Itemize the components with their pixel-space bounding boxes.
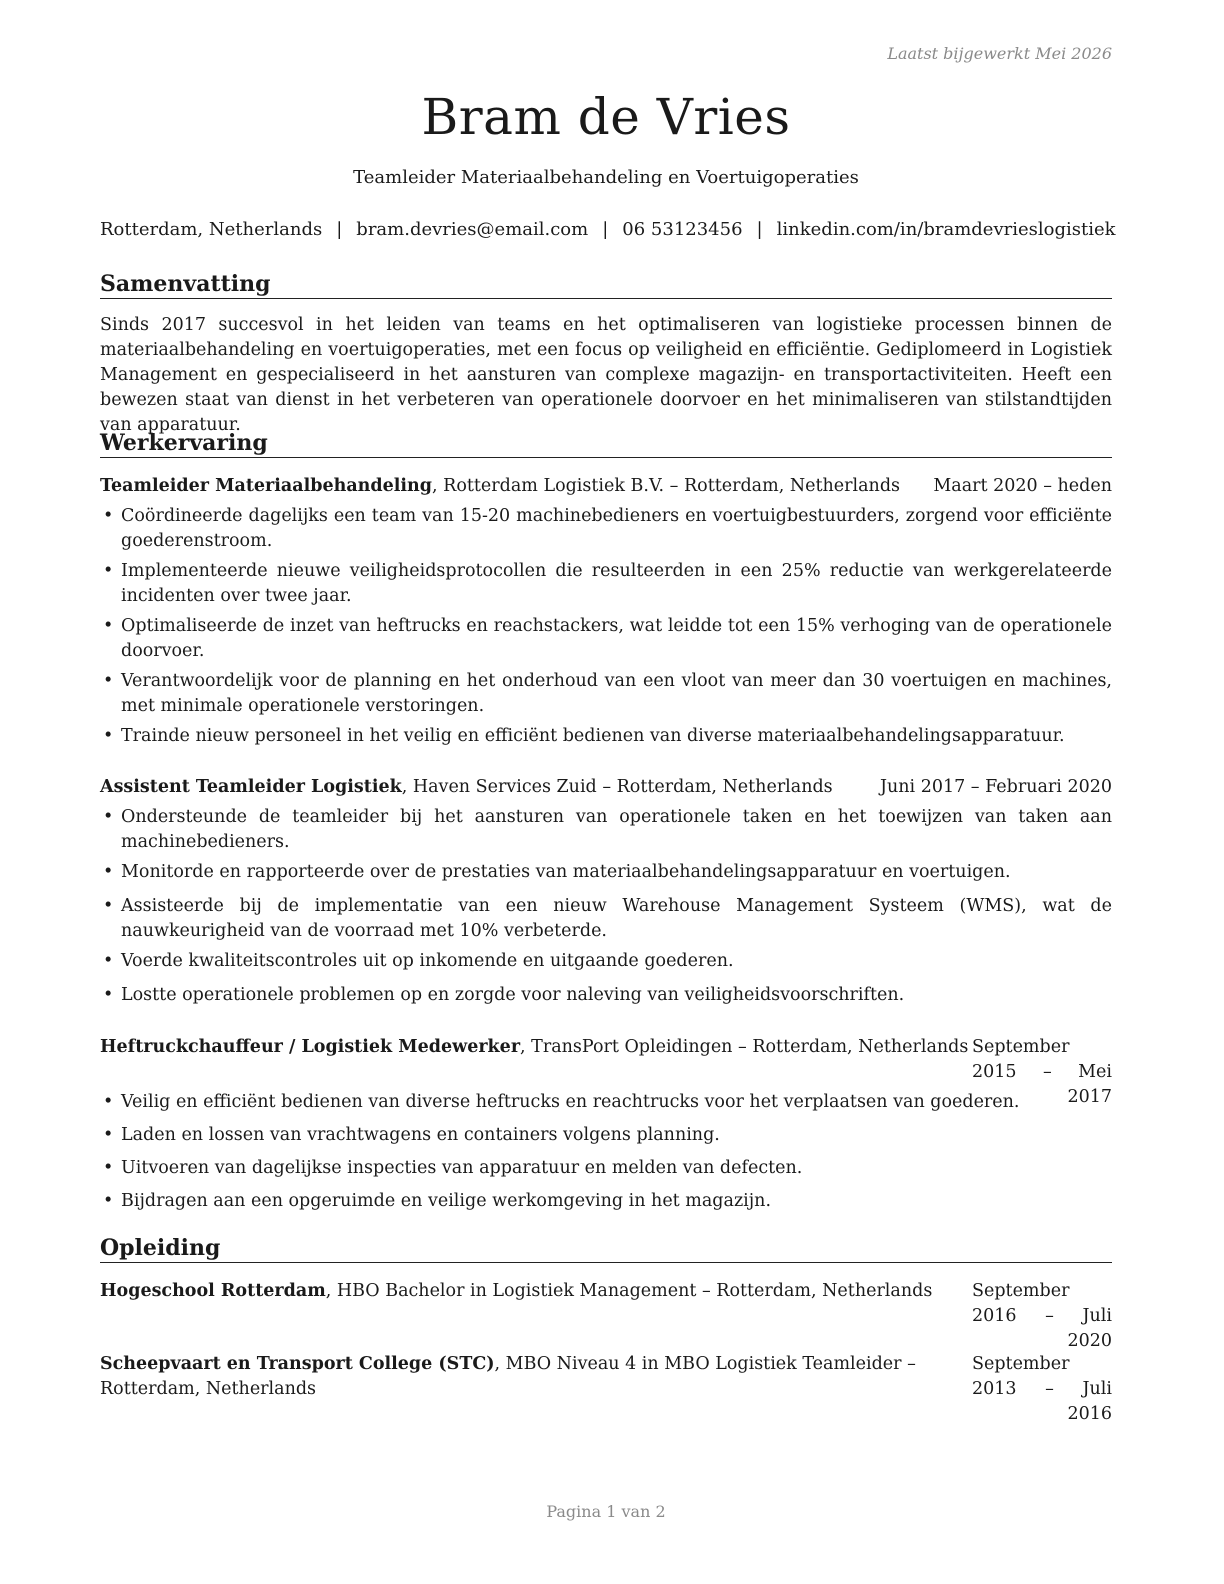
list-item: • Ondersteunde de teamleider bij het aansturen van operationele taken en het toewijzen van taken aan machinebedieners.: [103, 807, 1112, 852]
job-org: , Haven Services Zuid – Rotterdam, Netherlands: [401, 777, 833, 797]
list-item: • Lostte operationele problemen op en zorgde voor naleving van veiligheidsvoorschriften.: [103, 985, 905, 1005]
education-item: [100, 1352, 1112, 1427]
education-dates: September 2013 – Juli 2016: [972, 1354, 1112, 1424]
candidate-name: Bram de Vries: [421, 88, 791, 146]
contact-line: [100, 219, 1116, 240]
job-title: Assistent Teamleider Logistiek: [100, 777, 402, 797]
resume-page: [100, 0, 1116, 1584]
education-item: [100, 1279, 1112, 1354]
contact-email[interactable]: bram.devries@email.com: [356, 219, 589, 240]
list-item: • Coördineerde dagelijks een team van 15-20 machinebedieners en voertuigbestuurders, zorgend voor efficiënte goederenstroom.: [103, 506, 1112, 551]
candidate-subtitle: Teamleider Materiaalbehandeling en Voertuigoperaties: [353, 167, 859, 188]
education-detail: , HBO Bachelor in Logistiek Management – Rotterdam, Netherlands: [325, 1281, 933, 1301]
list-item: • Laden en lossen van vrachtwagens en containers volgens planning.: [103, 1125, 720, 1145]
contact-separator: |: [602, 219, 609, 240]
list-item: • Uitvoeren van dagelijkse inspecties van apparatuur en melden van defecten.: [103, 1158, 803, 1178]
job-header: [100, 775, 1112, 800]
job-dates: Maart 2020 – heden: [933, 476, 1112, 496]
list-item: • Bijdragen aan een opgeruimde en veilige werkomgeving in het magazijn.: [103, 1191, 772, 1211]
job-dates: September 2015 – Mei 2017: [972, 1037, 1112, 1107]
summary-text: Sinds 2017 succesvol in het leiden van teams en het optimaliseren van logistieke processen binnen de materiaalbehandeling en voertuigoperaties, met een focus op veiligheid en efficiëntie. Gediplomeerd in Logistiek Management en gespecialiseerd in het aansturen van complexe magazijn- en transportactiviteiten. Heeft een bewezen staat van dienst in het verbeteren van operationele doorvoer en het minimaliseren van stilstandtijden van apparatuur.: [100, 315, 1112, 435]
list-item: • Trainde nieuw personeel in het veilig en efficiënt bedienen van diverse materiaalbehandelingsapparatuur.: [103, 726, 1065, 746]
job-header: [100, 474, 1112, 499]
job-bullets: [100, 504, 1112, 749]
job-title: Teamleider Materiaalbehandeling: [100, 476, 433, 496]
job-dates: Juni 2017 – Februari 2020: [879, 777, 1112, 797]
last-updated: Laatst bijgewerkt Mei 2026: [887, 44, 1112, 63]
education-school: Hogeschool Rotterdam: [100, 1281, 326, 1301]
contact-location: Rotterdam, Netherlands: [100, 219, 323, 240]
contact-phone: 06 53123456: [622, 219, 743, 240]
list-item: • Optimaliseerde de inzet van heftrucks en reachstackers, wat leidde tot een 15% verhoging van de operationele doorvoer.: [103, 616, 1112, 661]
list-item: • Veilig en efficiënt bedienen van diverse heftrucks en reachtrucks voor het verplaatsen van goederen.: [103, 1092, 1020, 1112]
education-dates: September 2016 – Juli 2020: [972, 1281, 1112, 1351]
list-item: • Implementeerde nieuwe veiligheidsprotocollen die resulteerden in een 25% reductie van werkgerelateerde incidenten over twee jaar.: [103, 561, 1112, 606]
contact-separator: |: [756, 219, 763, 240]
section-heading-summary: Samenvatting: [100, 271, 1112, 299]
section-heading-experience: Werkervaring: [100, 430, 1112, 458]
page-number: Pagina 1 van 2: [546, 1502, 666, 1521]
contact-linkedin[interactable]: linkedin.com/in/bramdevrieslogistiek: [776, 219, 1116, 240]
list-item: • Assisteerde bij de implementatie van een nieuw Warehouse Management Systeem (WMS), wat de nauwkeurigheid van de voorraad met 10% verbeterde.: [103, 896, 1112, 941]
job-bullets: [100, 1090, 1112, 1214]
list-item: • Voerde kwaliteitscontroles uit op inkomende en uitgaande goederen.: [103, 951, 734, 971]
job-bullets: [100, 805, 1112, 1008]
list-item: • Monitorde en rapporteerde over de prestaties van materiaalbehandelingsapparatuur en voertuigen.: [103, 862, 1011, 882]
section-heading-education: Opleiding: [100, 1235, 1112, 1263]
contact-separator: |: [336, 219, 343, 240]
education-school: Scheepvaart en Transport College (STC): [100, 1354, 495, 1374]
job-org: , TransPort Opleidingen – Rotterdam, Netherlands: [520, 1037, 969, 1057]
job-org: , Rotterdam Logistiek B.V. – Rotterdam, Netherlands: [432, 476, 901, 496]
list-item: • Verantwoordelijk voor de planning en het onderhoud van een vloot van meer dan 30 voertuigen en machines, met minimale operationele verstoringen.: [103, 671, 1112, 716]
job-title: Heftruckchauffeur / Logistiek Medewerker: [100, 1037, 521, 1057]
education-detail: , MBO Niveau 4 in MBO Logistiek Teamleider – Rotterdam, Netherlands: [100, 1354, 916, 1399]
